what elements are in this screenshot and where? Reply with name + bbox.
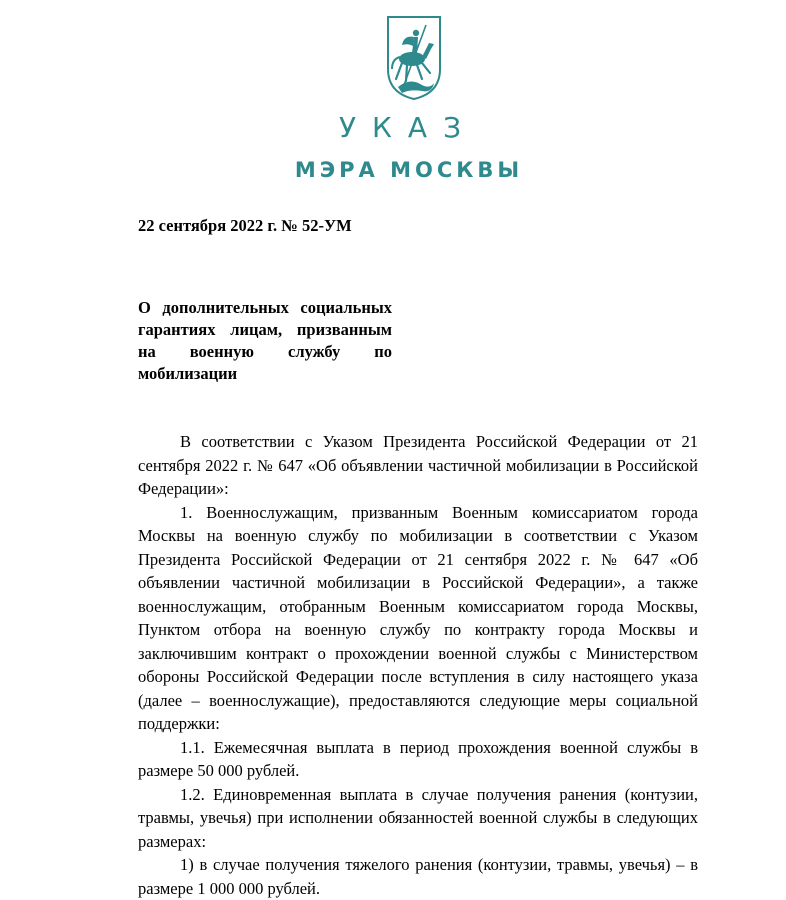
decree-title: УКАЗ	[338, 111, 478, 144]
preamble-paragraph: В соответствии с Указом Президента Российской Федерации от 21 сентября 2022 г. № 647 «Об объявлении частичной мобилизации в Российской Федерации»:	[138, 432, 698, 498]
clause-1-2-paragraph: 1.2. Единовременная выплата в случае получения ранения (контузии, травмы, увечья) при исполнении обязанностей военной службы в следующих размерах:	[138, 784, 698, 851]
clause-1-2-item-1-paragraph: 1) в случае получения тяжелого ранения (контузии, травмы, увечья) – в размере 1 000 000 рублей.	[138, 855, 698, 898]
decree-issuer: МЭРА МОСКВЫ	[294, 158, 524, 182]
decree-subject: О дополнительных социальных гарантиях лицам, призванным на военную службу по мобилизации	[138, 298, 392, 383]
decree-body	[138, 430, 698, 900]
clause-1-1-paragraph: 1.1. Ежемесячная выплата в период прохождения военной службы в размере 50 000 рублей.	[138, 737, 698, 780]
clause-1-paragraph: 1. Военнослужащим, призванным Военным комиссариатом города Москвы на военную службу по мобилизации в соответствии с Указом Президента Российской Федерации от 21 сентября 2022 г. № 647 «Об объявлении частичной мобилизации в Российской Федерации», а также военнослужащим, отобранным Военным комиссариатом города Москвы, Пунктом отбора на военную службу по контракту города Москвы и заключившим контракт о прохождении военной службы с Министерством обороны Российской Федерации после вступления в силу настоящего указа (далее – военнослужащие), предоставляются следующие меры социальной поддержки:	[138, 502, 698, 733]
decree-date-number: 22 сентября 2022 г. № 52-УМ	[138, 216, 352, 235]
moscow-coat-of-arms-icon	[384, 13, 444, 103]
